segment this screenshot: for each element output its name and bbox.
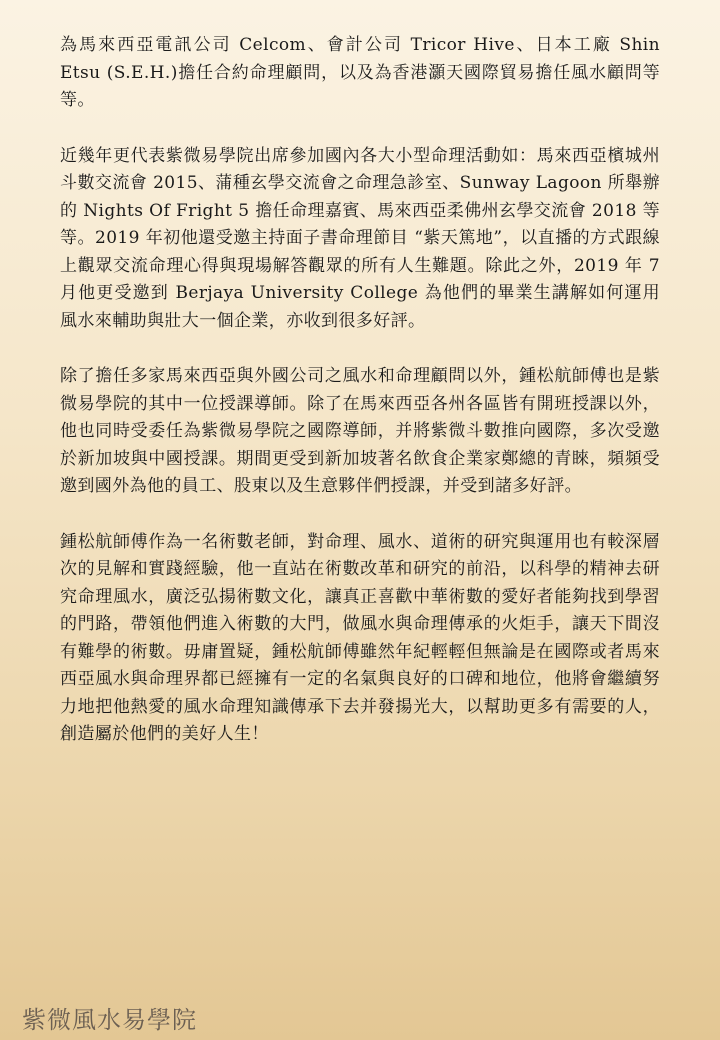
paragraph-consultancy: 為馬來西亞電訊公司 Celcom、會計公司 Tricor Hive、日本工廠 Shin Etsu (S.E.H.)擔任合約命理顧問，以及為香港灝天國際貿易擔任風水顧問等等。 (60, 35, 660, 110)
paragraph-mission: 鍾松航師傅作為一名術數老師，對命理、風水、道術的研究與運用也有較深層次的見解和實踐經驗，他一直站在術數改革和研究的前沿，以科學的精神去研究命理風水，廣泛弘揚術數文化，讓真正喜歡中華術數的愛好者能夠找到學習的門路，帶領他們進入術數的大門，做風水與命理傳承的火炬手，讓天下間沒有難學的術數。毋庸置疑，鍾松航師傅雖然年紀輕輕但無論是在國際或者馬來西亞風水與命理界都已經擁有一定的名氣與良好的口碑和地位，他將會繼續努力地把他熱愛的風水命理知識傳承下去并發揚光大，以幫助更多有需要的人，創造屬於他們的美好人生！ (60, 531, 660, 744)
paragraph-events: 近幾年更代表紫微易學院出席參加國內各大小型命理活動如：馬來西亞檳城州斗數交流會 2015、蒲種玄學交流會之命理急診室、Sunway Lagoon 所舉辦的 Nights Of Fright 5 擔任命理嘉賓、馬來西亞柔佛州玄學交流會 2018 等等。2019 年初他還受邀主持面子書命理節目 “紫天篤地”，以直播的方式跟線上觀眾交流命理心得與現場解答觀眾的所有人生難題。除此之外，2019 年 7 月他更受邀到 Berjaya University College 為他們的畢業生講解如何運用風水來輔助與壯大一個企業，亦收到很多好評。 (60, 145, 660, 331)
paragraph-teaching: 除了擔任多家馬來西亞與外國公司之風水和命理顧問以外，鍾松航師傅也是紫微易學院的其中一位授課導師。除了在馬來西亞各州各區皆有開班授課以外，他也同時受委任為紫微易學院之國際導師，并將紫微斗數推向國際，多次受邀於新加坡與中國授課。期間更受到新加坡著名飲食企業家鄭總的青睞，頻頻受邀到國外為他的員工、股東以及生意夥伴們授課，并受到諸多好評。 (60, 366, 660, 496)
academy-brand-footer: 紫微風水易學院 (22, 1006, 197, 1034)
article-body (60, 32, 660, 777)
